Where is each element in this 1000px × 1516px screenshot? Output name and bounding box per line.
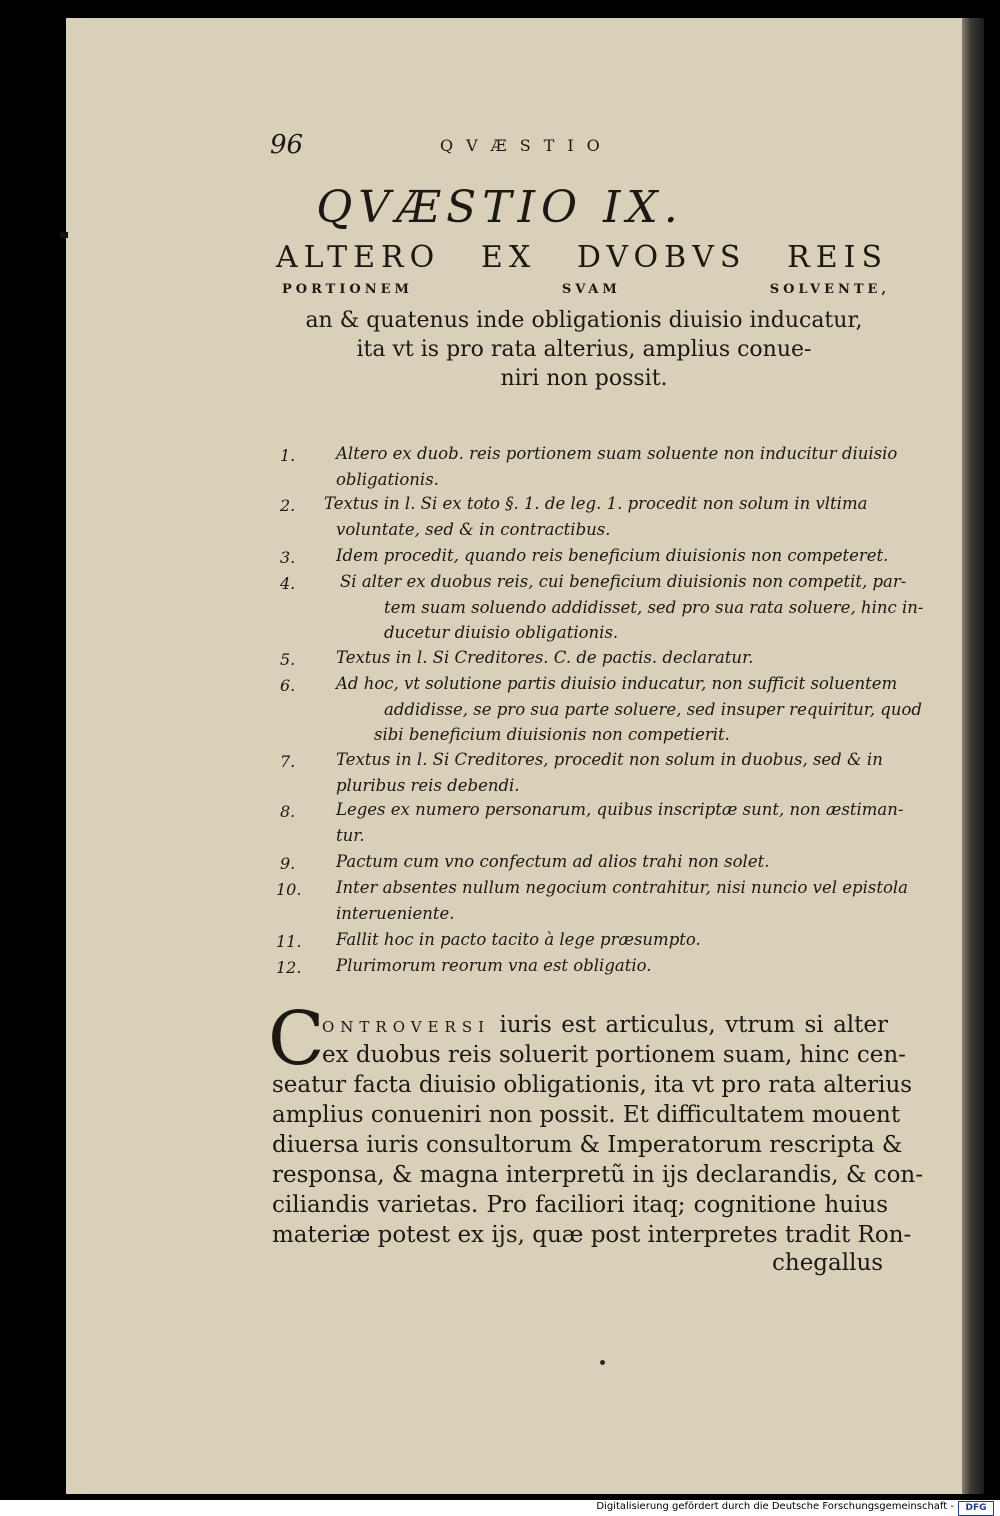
chapter-title: QVÆSTIO IX. [316,182,684,233]
dfg-logo: DFG [958,1501,994,1516]
body-line [272,1010,888,1040]
catchword: chegallus [772,1250,884,1276]
summary-line: interueniente. [336,903,455,923]
summary-line: Ad hoc, vt solutione partis diuisio inducatur, non sufficit soluentem [336,674,898,693]
footer-bar [0,1500,1000,1516]
body-line: seatur facta diuisio obligationis, ita vt pro rata alterius [272,1072,913,1098]
summary-line: Pactum cum vno confectum ad alios trahi non solet. [336,852,770,871]
summary-number: 4. [280,574,296,593]
page-number: 96 [270,130,304,160]
summary-number: 2. [280,496,296,515]
summary-line: Plurimorum reorum vna est obligatio. [336,956,652,975]
summary-line: obligationis. [336,469,439,489]
summary-number: 8. [280,802,296,821]
summary-line: Idem procedit, quando reis beneficium diuisionis non competeret. [336,546,889,565]
body-line: ciliandis varietas. Pro faciliori itaq; cognitione huius [272,1192,888,1218]
body-line: diuersa iuris consultorum & Imperatorum rescripta & [272,1132,903,1158]
body-line: responsa, & magna interpretũ in ijs declarandis, & con- [272,1162,923,1188]
running-head: QVÆSTIO [440,136,613,155]
subtitle-line: ita vt is pro rata alterius, amplius conue- [356,337,812,362]
page-edge [962,18,984,1494]
subtitle-line-1: ALTERO EX DVOBVS REIS [276,240,888,275]
summary-number: 1. [280,446,296,465]
ink-dot [600,1360,605,1365]
summary-line: Si alter ex duobus reis, cui beneficium diuisionis non competit, par- [340,572,907,591]
footer-text: Digitalisierung gefördert durch die Deutsche Forschungsgemeinschaft - [596,1501,954,1512]
summary-line: ducetur diuisio obligationis. [384,623,619,642]
summary-line: sibi beneficium diuisionis non competierit. [374,725,730,744]
subtitle-line: niri non possit. [500,366,668,391]
summary-line: Leges ex numero personarum, quibus inscriptæ sunt, non æstiman- [336,800,904,819]
body-line: materiæ potest ex ijs, quæ post interpretes tradit Ron- [272,1222,912,1248]
subtitle-line-2: PORTIONEM SVAM SOLVENTE, [282,282,890,297]
summary-number: 12. [276,958,302,977]
summary-number: 11. [276,932,302,951]
body-first-line: iuris est articulus, vtrum si alter [499,1012,889,1038]
summary-number: 7. [280,752,296,771]
summary-number: 5. [280,650,296,669]
summary-line: addidisse, se pro sua parte soluere, sed insuper requiritur, quod [384,699,922,719]
summary-line: Inter absentes nullum negocium contrahitur, nisi nuncio vel epistola [336,878,908,897]
summary-line: tur. [336,825,365,845]
body-smallcaps: ONTROVERSI [322,1018,491,1036]
summary-number: 9. [280,854,296,873]
body-line: amplius conueniri non possit. Et difficultatem mouent [272,1102,901,1128]
subtitle-text [0,306,1000,393]
summary-number: 6. [280,676,296,695]
body-line: ex duobus reis soluerit portionem suam, hinc cen- [322,1042,906,1068]
summary-line: tem suam soluendo addidisset, sed pro sua rata soluere, hinc in- [384,597,924,617]
summary-line: Altero ex duob. reis portionem suam soluente non inducitur diuisio [336,444,898,463]
summary-number: 10. [276,880,302,899]
body-text [272,1010,923,1250]
summary-line: Textus in l. Si ex toto §. 1. de leg. 1. procedit non solum in vltima [324,494,868,513]
summary-line: Textus in l. Si Creditores. C. de pactis. declaratur. [336,648,754,667]
summary-line: voluntate, sed & in contractibus. [336,519,611,539]
summary-line: Fallit hoc in pacto tacito à lege præsumpto. [336,930,701,949]
summary-line: pluribus reis debendi. [336,775,520,795]
summary-number: 3. [280,548,296,567]
drop-cap: C [268,996,325,1082]
summary-line: Textus in l. Si Creditores, procedit non solum in duobus, sed & in [336,750,883,769]
subtitle-line: an & quatenus inde obligationis diuisio inducatur, [305,308,863,333]
